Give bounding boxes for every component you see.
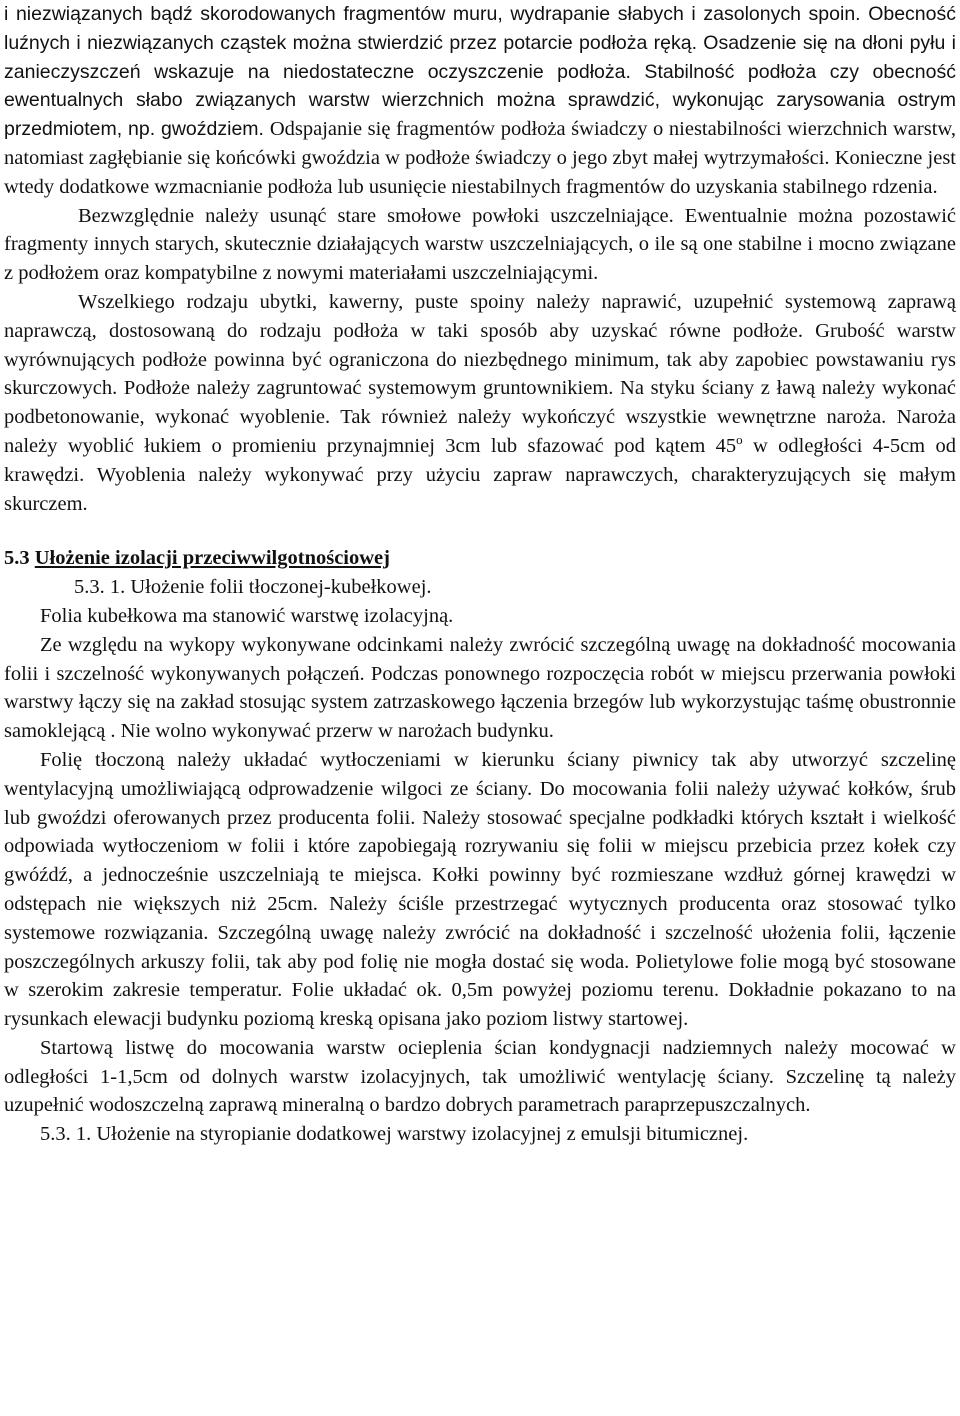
subsection-heading-dimpled-foil: 5.3. 1. Ułożenie folii tłoczonej-kubełkowej. <box>74 576 432 599</box>
section-heading <box>4 544 956 573</box>
paragraph-foil-installation: Folię tłoczoną należy układać wytłoczeniami w kierunku ściany piwnicy tak aby utworzyć szczelinę wentylacyjną umożliwiającą odprowadzenie wilgoci ze ściany. Do mocowania folii należy używać kołków, śrub lub gwoździ oferowanych przez producenta folii. Należy stosować specjalne podkładki których kształt i wielkość odpowiada wytłoczeniom w folii i które zapobiegają rozrywaniu się folii w miejscu przebicia przez kołek czy gwóźdź, a jednocześnie uszczelniają te miejsca. Kołki powinny być rozmieszane wzdłuż górnej krawędzi w odstępach nie większych niż 25cm. Należy ściśle przestrzegać wytycznych producenta oraz stosować tylko systemowe rozwiązania. Szczególną uwagę należy zwrócić na dokładność i szczelność ułożenia folii, łączenie poszczególnych arkuszy folii, tak aby pod folię nie mogła dostać się woda. Polietylowe folie mogą być stosowane w szerokim zakresie temperatur. Folie układać ok. 0,5m powyżej poziomu terenu. Dokładnie pokazano to na rysunkach elewacji budynku poziomą kreską opisana jako poziom listwy startowej. <box>4 748 956 1031</box>
paragraph-substrate-stability-text: Odspajanie się fragmentów podłoża świadczy o niestabilności wierzchnich warstw, natomiast zagłębianie się końcówki gwoździa w podłoże świadczy o jego zbyt małej wytrzymałości. Konieczne jest wtedy dodatkowe wzmacnianie podłoża lub usunięcie niestabilnych fragmentów do uzyskania stabilnego rdzenia. <box>4 118 956 198</box>
section-title: Ułożenie izolacji przeciwwilgotnościowej <box>34 547 390 570</box>
paragraph-foil-layer: Folia kubełkowa ma stanowić warstwę izolacyjną. <box>40 604 454 627</box>
paragraph-foil-joints: Ze względu na wykopy wykonywane odcinkami należy zwrócić szczególną uwagę na dokładność mocowania folii i szczelność wykonywanych połączeń. Podczas ponownego rozpoczęcia robót w miejscu przerwania powłoki warstwy łączy się na zakład stosując system zatrzaskowego łączenia brzegów lub wykorzystując taśmę obustronnie samoklejącą . Nie wolno wykonywać przerw w narożach budynku. <box>4 633 956 743</box>
document-page <box>4 0 956 1149</box>
paragraph-starter-strip: Startową listwę do mocowania warstw ocieplenia ścian kondygnacji nadziemnych należy mocować w odległości 1-1,5cm od dolnych warstw izolacyjnych, tak umożliwić wentylację ściany. Szczelinę tą należy uzupełnić wodoszczelną zaprawą mineralną o bardzo dobrych parametrach paraprzepuszczalnych. <box>4 1036 956 1117</box>
paragraph-repairs-text-end: w odległości 4-5cm od krawędzi. Wyoblenia należy wykonywać przy użyciu zapraw naprawczych, charakteryzujących się małym skurczem. <box>4 434 956 515</box>
degree-superscript: o <box>736 432 743 448</box>
paragraph-repairs <box>4 288 956 518</box>
section-number: 5.3 <box>4 547 30 570</box>
paragraph-substrate-cleaning-text: i niezwiązanych bądź skorodowanych fragmentów muru, wydrapanie słabych i zasolonych spoin. Obecność luźnych i niezwiązanych cząstek można stwierdzić przez potarcie podłoża ręką. Osadzenie się na dłoni pyłu i zanieczyszczeń wskazuje na niedostateczne oczyszczenie podłoża. Stabilność podłoża czy obecność ewentualnych słabo związanych warstw wierzchnich można sprawdzić, wykonując zarysowania ostrym przedmiotem, np. gwoździem. <box>4 3 956 141</box>
subsection-heading-bitumen-emulsion: 5.3. 1. Ułożenie na styropianie dodatkowej warstwy izolacyjnej z emulsji bitumicznej. <box>40 1123 749 1146</box>
paragraph-remove-tar-coatings: Bezwzględnie należy usunąć stare smołowe powłoki uszczelniające. Ewentualnie można pozostawić fragmenty innych starych, skutecznie działających warstw uszczelniających, o ile są one stabilne i mocno związane z podłożem oraz kompatybilne z nowymi materiałami uszczelniającymi. <box>4 204 956 285</box>
paragraph-substrate-cleaning <box>4 0 956 202</box>
paragraph-repairs-text: Wszelkiego rodzaju ubytki, kawerny, puste spoiny należy naprawić, uzupełnić systemową zaprawą naprawczą, dostosowaną do rodzaju podłoża w taki sposób aby uzyskać równe podłoże. Grubość warstw wyrównujących podłoże powinna być ograniczona do niezbędnego minimum, tak aby zapobiec powstawaniu rys skurczowych. Podłoże należy zagruntować systemowym gruntownikiem. Na styku ściany z ławą należy wykonać podbetonowanie, wykonać wyoblenie. Tak również należy wykończyć wszystkie wewnętrzne naroża. Naroża należy wyoblić łukiem o promieniu przynajmniej 3cm lub sfazować pod kątem 45 <box>4 290 956 457</box>
